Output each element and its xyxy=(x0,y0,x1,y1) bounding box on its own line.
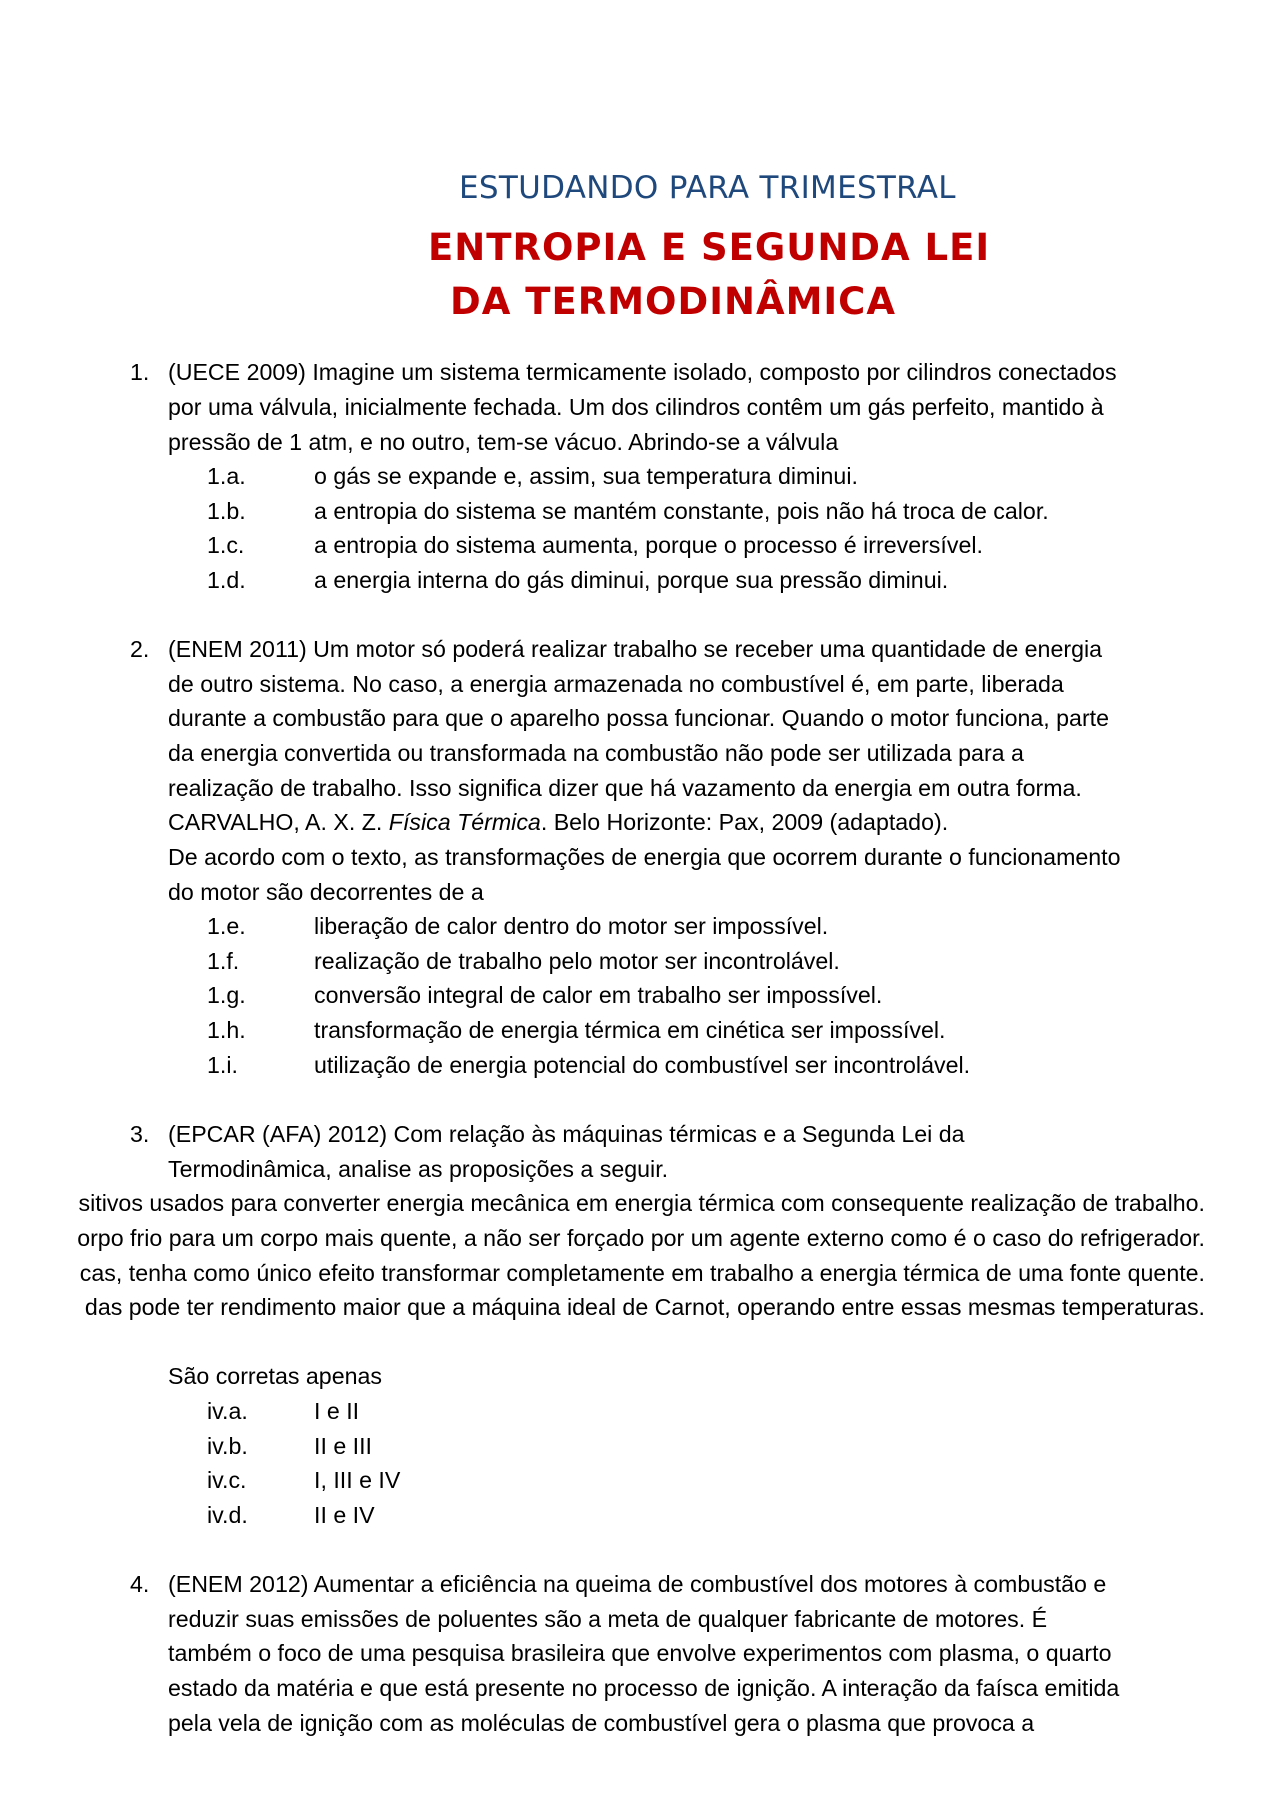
question-4-line: (ENEM 2012) Aumentar a eficiência na queima de combustível dos motores à combustão e xyxy=(168,1571,1107,1597)
question-4-number: 4. xyxy=(130,1571,150,1597)
option-text: I e II xyxy=(314,1398,360,1424)
document-title-line-2: DA TERMODINÂMICA xyxy=(450,280,896,323)
option-text: a energia interna do gás diminui, porque sua pressão diminui. xyxy=(314,567,949,593)
citation-rest: . Belo Horizonte: Pax, 2009 (adaptado). xyxy=(540,809,949,835)
option-text: II e IV xyxy=(314,1502,375,1528)
option-text: utilização de energia potencial do combustível ser incontrolável. xyxy=(314,1052,971,1078)
option-label: 1.h. xyxy=(207,1017,246,1043)
option-text: realização de trabalho pelo motor ser incontrolável. xyxy=(314,948,840,974)
question-4-line: também o foco de uma pesquisa brasileira que envolve experimentos com plasma, o quarto xyxy=(168,1640,1112,1666)
option-label: iv.b. xyxy=(207,1433,248,1459)
question-2-citation xyxy=(168,805,948,840)
question-1-line: por uma válvula, inicialmente fechada. Um dos cilindros contêm um gás perfeito, mantido à xyxy=(168,394,1104,420)
option-label: iv.d. xyxy=(207,1502,248,1528)
question-3-line: Termodinâmica, analise as proposições a seguir. xyxy=(168,1156,669,1182)
citation-author: CARVALHO, A. X. Z. xyxy=(168,809,389,835)
option-text: conversão integral de calor em trabalho ser impossível. xyxy=(314,982,883,1008)
question-3-number: 3. xyxy=(130,1121,150,1147)
option-label: 1.d. xyxy=(207,567,246,593)
option-text: I, III e IV xyxy=(314,1467,401,1493)
document-title-line-1: ENTROPIA E SEGUNDA LEI xyxy=(428,226,991,269)
citation-title: Física Térmica xyxy=(388,809,541,835)
question-2-prompt-line: De acordo com o texto, as transformações de energia que ocorrem durante o funcionamento xyxy=(168,844,1121,870)
question-1-line: pressão de 1 atm, e no outro, tem-se vácuo. Abrindo-se a válvula xyxy=(168,429,839,455)
proposition-line: sitivos usados para converter energia mecânica em energia térmica com consequente realização de trabalho. xyxy=(78,1190,1205,1216)
option-label: iv.a. xyxy=(207,1398,248,1424)
proposition-line: das pode ter rendimento maior que a máquina ideal de Carnot, operando entre essas mesmas temperaturas. xyxy=(84,1294,1205,1320)
option-label: 1.f. xyxy=(207,948,240,974)
option-label: 1.e. xyxy=(207,913,246,939)
proposition-line: orpo frio para um corpo mais quente, a não ser forçado por um agente externo como é o caso do refrigerador. xyxy=(77,1225,1205,1251)
option-text: a entropia do sistema aumenta, porque o processo é irreversível. xyxy=(314,532,983,558)
question-2-line: durante a combustão para que o aparelho possa funcionar. Quando o motor funciona, parte xyxy=(168,705,1110,731)
option-text: II e III xyxy=(314,1433,372,1459)
question-2-prompt-line: do motor são decorrentes de a xyxy=(168,879,484,905)
option-label: 1.g. xyxy=(207,982,246,1008)
option-label: 1.b. xyxy=(207,498,246,524)
question-2-line: (ENEM 2011) Um motor só poderá realizar trabalho se receber uma quantidade de energia xyxy=(168,636,1103,662)
question-2-number: 2. xyxy=(130,636,150,662)
option-text: o gás se expande e, assim, sua temperatura diminui. xyxy=(314,463,858,489)
option-label: 1.c. xyxy=(207,532,245,558)
question-1-number: 1. xyxy=(130,359,150,385)
option-text: transformação de energia térmica em cinética ser impossível. xyxy=(314,1017,946,1043)
option-label: iv.c. xyxy=(207,1467,247,1493)
option-text: liberação de calor dentro do motor ser impossível. xyxy=(314,913,829,939)
document-subtitle: ESTUDANDO PARA TRIMESTRAL xyxy=(459,170,956,206)
option-label: 1.a. xyxy=(207,463,246,489)
question-4-line: reduzir suas emissões de poluentes são a meta de qualquer fabricante de motores. É xyxy=(168,1606,1048,1632)
proposition-line: cas, tenha como único efeito transformar completamente em trabalho a energia térmica de uma fonte quente. xyxy=(79,1260,1205,1286)
question-3-prompt: São corretas apenas xyxy=(168,1363,382,1389)
question-1-line: (UECE 2009) Imagine um sistema termicamente isolado, composto por cilindros conectados xyxy=(168,359,1117,385)
question-2-line: realização de trabalho. Isso significa dizer que há vazamento da energia em outra forma. xyxy=(168,775,1082,801)
option-label: 1.i. xyxy=(207,1052,238,1078)
question-4-line: pela vela de ignição com as moléculas de combustível gera o plasma que provoca a xyxy=(168,1710,1035,1736)
question-2-line: da energia convertida ou transformada na combustão não pode ser utilizada para a xyxy=(168,740,1024,766)
question-4-line: estado da matéria e que está presente no processo de ignição. A interação da faísca emitida xyxy=(168,1675,1120,1701)
option-text: a entropia do sistema se mantém constante, pois não há troca de calor. xyxy=(314,498,1049,524)
question-3-line: (EPCAR (AFA) 2012) Com relação às máquinas térmicas e a Segunda Lei da xyxy=(168,1121,965,1147)
question-2-line: de outro sistema. No caso, a energia armazenada no combustível é, em parte, liberada xyxy=(168,671,1064,697)
